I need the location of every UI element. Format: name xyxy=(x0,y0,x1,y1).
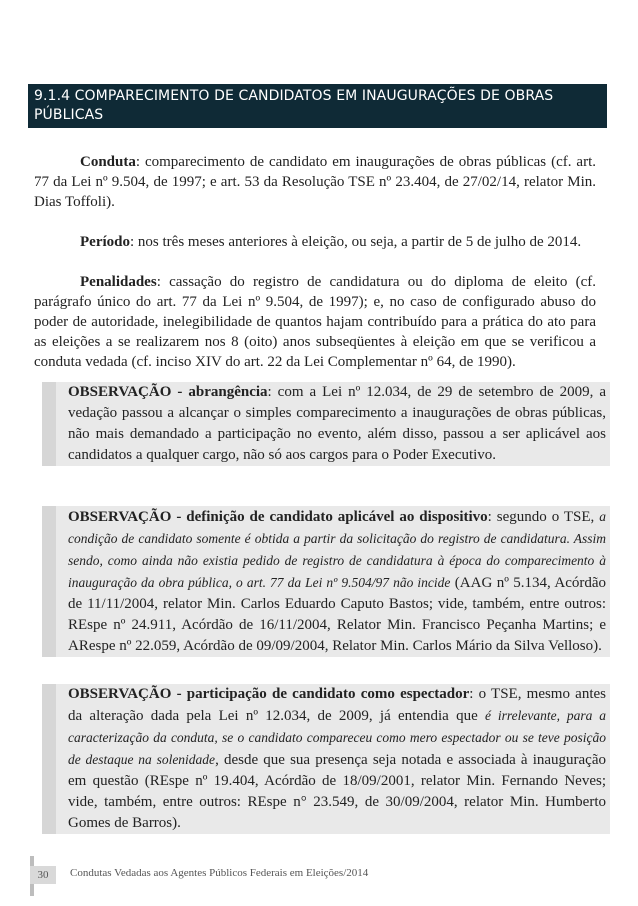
observation-quote: a condição de candidato somente é obtida a partir da solicitação do registro de candidatura. Assim sendo, como ainda não existia pedido de registro de candidatura à época do comparecimento à inauguração da obra pública, o art. 77 da Lei nº 9.504/97 não incide xyxy=(68,509,606,590)
periodo-text: : nos três meses anteriores à eleição, ou seja, a partir de 5 de julho de 2014. xyxy=(130,234,582,250)
page-number: 30 xyxy=(30,866,56,884)
footer-title: Condutas Vedadas aos Agentes Públicos Federais em Eleições/2014 xyxy=(70,867,369,879)
penalidades-text: : cassação do registro de candidatura ou do diploma de eleito (cf. parágrafo único do art. 77 da Lei nº 9.504, de 1997); e, no caso de configurado abuso do poder de autoridade, inelegibilidade de quantos hajam contribuído para a prática do ato para as eleições a se realizarem nos 8 (oito) anos subseqüentes à eleição em que se verificou a conduta vedada (cf. inciso XIV do art. 22 da Lei Complementar nº 64, de 1990). xyxy=(34,274,596,370)
observation-content xyxy=(56,382,610,466)
penalidades-label: Penalidades xyxy=(80,274,157,290)
observation-box-definicao xyxy=(42,506,610,657)
observation-box-espectador xyxy=(42,684,610,834)
section-title: 9.1.4 COMPARECIMENTO DE CANDIDATOS EM INAUGURAÇÕES DE OBRAS PÚBLICAS xyxy=(34,88,554,123)
observation-label: OBSERVAÇÃO xyxy=(68,509,172,525)
observation-text-cont: , desde que sua presença seja notada e associada à inauguração em questão (REspe nº 19.404, Acórdão de 18/09/2001, relator Min. Fernando Neves; vide, também, entre outros: REspe n° 23.549, de 30/09/2004, relator Min. Humberto Gomes de Barros). xyxy=(68,752,606,831)
observation-text-cont: (AAG nº 5.134, Acórdão de 11/11/2004, relator Min. Carlos Eduardo Caputo Bastos; vide, também, entre outros: REspe nº 24.911, Acórdão de 16/11/2004, Relator Min. Francisco Peçanha Martins; e ARespe nº 22.059, Acórdão de 09/09/2004, Relator Min. Carlos Mário da Silva Velloso). xyxy=(68,575,607,654)
observation-quote: é irrelevante, para a caracterização da conduta, se o candidato compareceu como mero espectador ou se teve posição de destaque na solenidade xyxy=(68,708,606,767)
observation-box-abrangencia xyxy=(42,382,610,466)
observation-text: : com a Lei nº 12.034, de 29 de setembro de 2009, a vedação passou a alcançar o simples comparecimento a inaugurações de obras públicas, não mais demandado a participação no evento, além disso, passou a ser aplicável aos candidatos a qualquer cargo, não só aos cargos para o Poder Executivo. xyxy=(68,384,606,463)
observation-label: OBSERVAÇÃO xyxy=(68,384,172,400)
periodo-label: Período xyxy=(80,234,130,250)
observation-topic: - definição de candidato aplicável ao dispositivo xyxy=(171,509,488,525)
observation-text: : segundo o TSE, xyxy=(487,509,600,525)
observation-topic: - abrangência xyxy=(171,384,268,400)
paragraph-penalidades xyxy=(34,272,596,372)
observation-content xyxy=(56,684,610,834)
paragraph-periodo xyxy=(34,232,596,252)
observation-text: : o TSE, mesmo antes da alteração dada pela Lei nº 12.034, de 2009, já entendia que xyxy=(68,686,606,724)
paragraph-conduta xyxy=(34,152,596,212)
conduta-text: : comparecimento de candidato em inaugurações de obras públicas (cf. art. 77 da Lei nº 9.504, de 1997; e art. 53 da Resolução TSE nº 23.404, de 27/02/14, relator Min. Dias Toffoli). xyxy=(34,154,596,210)
observation-label: OBSERVAÇÃO xyxy=(68,686,172,702)
conduta-label: Conduta xyxy=(80,154,136,170)
observation-topic: - participação de candidato como espectador xyxy=(171,686,470,702)
observation-content xyxy=(56,506,610,657)
